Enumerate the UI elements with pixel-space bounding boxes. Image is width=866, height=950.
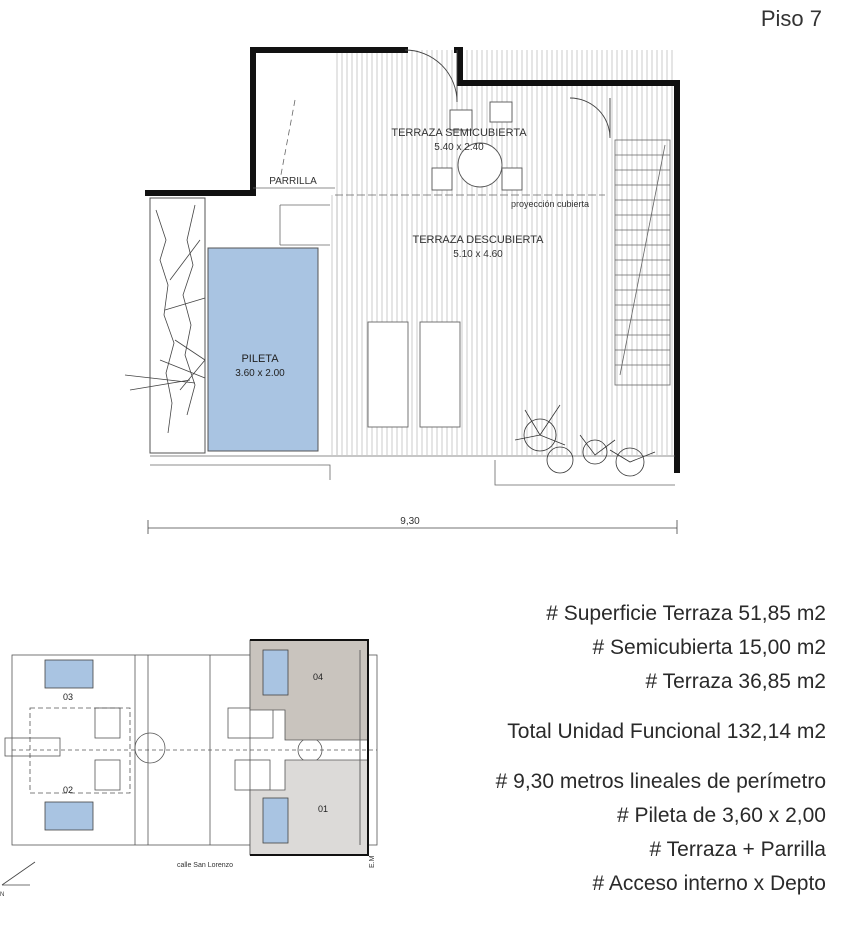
planter-vegetation <box>125 205 205 433</box>
lounger-2 <box>420 322 460 427</box>
pool-04 <box>263 650 288 695</box>
pool-01 <box>263 798 288 843</box>
pool-02 <box>45 802 93 830</box>
spec-total: Total Unidad Funcional 132,14 m2 <box>507 720 826 743</box>
label-pileta: PILETA <box>241 353 279 365</box>
width-dimension: 9,30 <box>400 516 420 527</box>
key-plan <box>0 600 385 900</box>
label-semicubierta: TERRAZA SEMICUBIERTA <box>391 127 527 139</box>
unit-label-04: 04 <box>312 672 324 682</box>
unit-label-02: 02 <box>62 785 74 795</box>
spec-pileta: # Pileta de 3,60 x 2,00 <box>617 804 826 827</box>
dims-semicubierta: 5.40 x 2.40 <box>434 142 484 153</box>
label-proyeccion: proyección cubierta <box>510 199 590 209</box>
label-descubierta: TERRAZA DESCUBIERTA <box>412 234 544 246</box>
spec-parrilla: # Terraza + Parrilla <box>649 838 826 861</box>
spec-list <box>496 597 826 901</box>
dims-pileta: 3.60 x 2.00 <box>235 368 285 379</box>
label-parrilla: PARRILLA <box>269 176 317 187</box>
em-label: E.M <box>369 855 376 868</box>
dims-descubierta: 5.10 x 4.60 <box>453 249 503 260</box>
spec-perimetro: # 9,30 metros lineales de perímetro <box>495 770 826 793</box>
pool-area <box>208 248 318 451</box>
planter-left <box>150 198 205 453</box>
spec-superficie: # Superficie Terraza 51,85 m2 <box>546 602 826 625</box>
spec-terraza: # Terraza 36,85 m2 <box>645 670 826 693</box>
unit-label-01: 01 <box>317 804 329 814</box>
street-label: calle San Lorenzo <box>176 862 234 869</box>
lounger-1 <box>368 322 408 427</box>
north-arrow-icon <box>2 862 35 885</box>
spec-acceso: # Acceso interno x Depto <box>592 872 826 895</box>
unit-label-03: 03 <box>62 692 74 702</box>
floor-label: Piso 7 <box>760 6 822 31</box>
spec-semicubierta: # Semicubierta 15,00 m2 <box>592 636 826 659</box>
pool-03 <box>45 660 93 688</box>
north-label: N <box>0 892 5 898</box>
terrace-floor-plan <box>120 40 690 540</box>
